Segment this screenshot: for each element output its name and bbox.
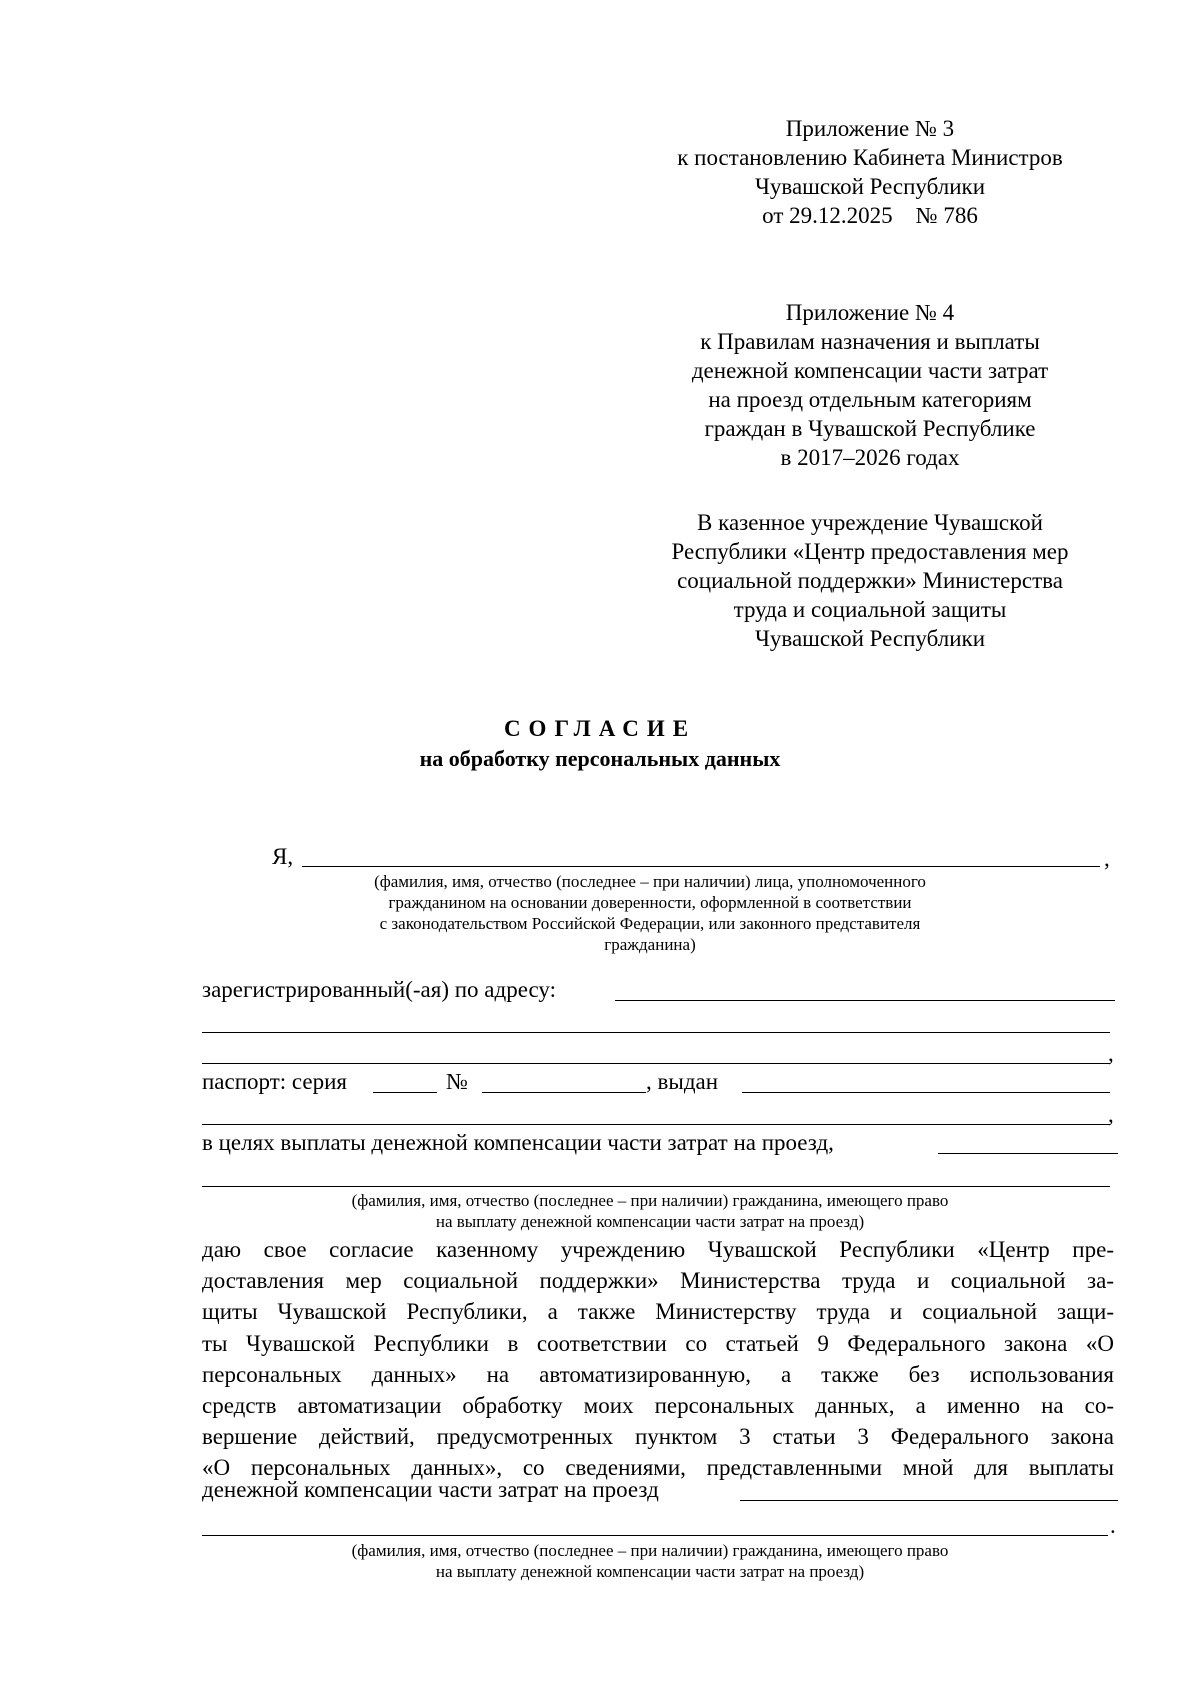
consent-line: доставления мер социальной поддержки» Министерства труда и социальной за-: [202, 1268, 1114, 1294]
appendix-3-line: Приложение № 3: [785, 116, 955, 141]
citizen-name-field-2[interactable]: [202, 1186, 1110, 1187]
consent-line: «О персональных данных», со сведениями, представленными мной для выплаты: [202, 1455, 1114, 1481]
appendix-4-header: [650, 298, 1090, 472]
passport-issued-label: , выдан: [646, 1069, 719, 1094]
note-line: (фамилия, имя, отчество (последнее – при наличии) гражданина, имеющего право: [351, 1191, 949, 1210]
passport-series-label: паспорт: серия: [202, 1069, 348, 1094]
period: .: [1110, 1513, 1116, 1538]
representative-note: [200, 871, 1100, 955]
citizen-note-1: [200, 1190, 1100, 1232]
note-line: гражданина): [604, 935, 696, 954]
comma: ,: [1104, 846, 1110, 871]
appendix-3-line: к постановлению Кабинета Министров: [677, 145, 1063, 170]
appendix-4-line: к Правилам назначения и выплаты: [700, 329, 1040, 354]
comma: ,: [1108, 1041, 1114, 1066]
addressee-block: [650, 508, 1090, 653]
note-line: на выплату денежной компенсации части затрат на проезд): [435, 1562, 865, 1581]
address-field-2[interactable]: [202, 1032, 1110, 1033]
note-line: (фамилия, имя, отчество (последнее – при наличии) лица, уполномоченного: [374, 872, 926, 891]
note-line: гражданином на основании доверенности, оформленной в соответствии: [388, 893, 912, 912]
comma: ,: [1108, 1102, 1114, 1127]
citizen-name-field-4[interactable]: [202, 1535, 1108, 1536]
note-line: (фамилия, имя, отчество (последнее – при наличии) гражданина, имеющего право: [351, 1541, 949, 1560]
document-title: СОГЛАСИЕ: [503, 716, 697, 741]
passport-series-field[interactable]: [373, 1092, 437, 1093]
note-line: на выплату денежной компенсации части затрат на проезд): [435, 1212, 865, 1231]
addressee-line: Чувашской Республики: [754, 626, 986, 651]
consent-line: даю свое согласие казенному учреждению Чувашской Республики «Центр пре-: [202, 1237, 1114, 1262]
consent-paragraph: [202, 1234, 1114, 1484]
appendix-4-line: денежной компенсации части затрат: [691, 358, 1049, 383]
purpose-label: в целях выплаты денежной компенсации части затрат на проезд,: [202, 1130, 834, 1155]
address-field-1[interactable]: [615, 1000, 1115, 1001]
passport-number-label: №: [446, 1069, 468, 1094]
citizen-note-2: [200, 1540, 1100, 1582]
document-subtitle: на обработку персональных данных: [419, 746, 781, 771]
passport-issued-field-2[interactable]: [202, 1124, 1110, 1125]
i-label: Я,: [272, 844, 294, 869]
appendix-3-line: от 29.12.2025 № 786: [762, 203, 978, 228]
consent-last-line: денежной компенсации части затрат на проезд: [202, 1477, 659, 1502]
addressee-line: труда и социальной защиты: [733, 597, 1007, 622]
appendix-4-line: Приложение № 4: [785, 300, 955, 325]
addressee-line: В казенное учреждение Чувашской: [697, 510, 1043, 535]
consent-line: персональных данных» на автоматизированную, а также без использования: [202, 1361, 1114, 1387]
consent-line: ты Чувашской Республики в соответствии со статьей 9 Федерального закона «О: [202, 1330, 1114, 1356]
address-field-3[interactable]: [202, 1063, 1110, 1064]
consent-line: вершение действий, предусмотренных пунктом 3 статьи 3 Федерального закона: [202, 1424, 1114, 1450]
citizen-name-field-3[interactable]: [740, 1500, 1118, 1501]
passport-number-field[interactable]: [482, 1092, 646, 1093]
appendix-3-header: [650, 114, 1090, 230]
passport-issued-field[interactable]: [742, 1092, 1110, 1093]
representative-name-field[interactable]: [302, 866, 1100, 867]
addressee-line: Республики «Центр предоставления мер: [671, 539, 1069, 564]
addressee-line: социальной поддержки» Министерства: [677, 568, 1063, 593]
appendix-4-line: на проезд отдельным категориям: [708, 387, 1032, 412]
appendix-3-line: Чувашской Республики: [754, 174, 986, 199]
consent-line: средств автоматизации обработку моих персональных данных, а именно на со-: [202, 1392, 1114, 1418]
citizen-name-field-1[interactable]: [938, 1153, 1118, 1154]
appendix-4-line: граждан в Чувашской Республике: [704, 416, 1036, 441]
registered-address-label: зарегистрированный(-ая) по адресу:: [202, 977, 556, 1002]
appendix-4-line: в 2017–2026 годах: [780, 445, 960, 470]
note-line: с законодательством Российской Федерации, или законного представителя: [379, 914, 921, 933]
consent-line: щиты Чувашской Республики, а также Министерству труда и социальной защи-: [202, 1299, 1114, 1325]
